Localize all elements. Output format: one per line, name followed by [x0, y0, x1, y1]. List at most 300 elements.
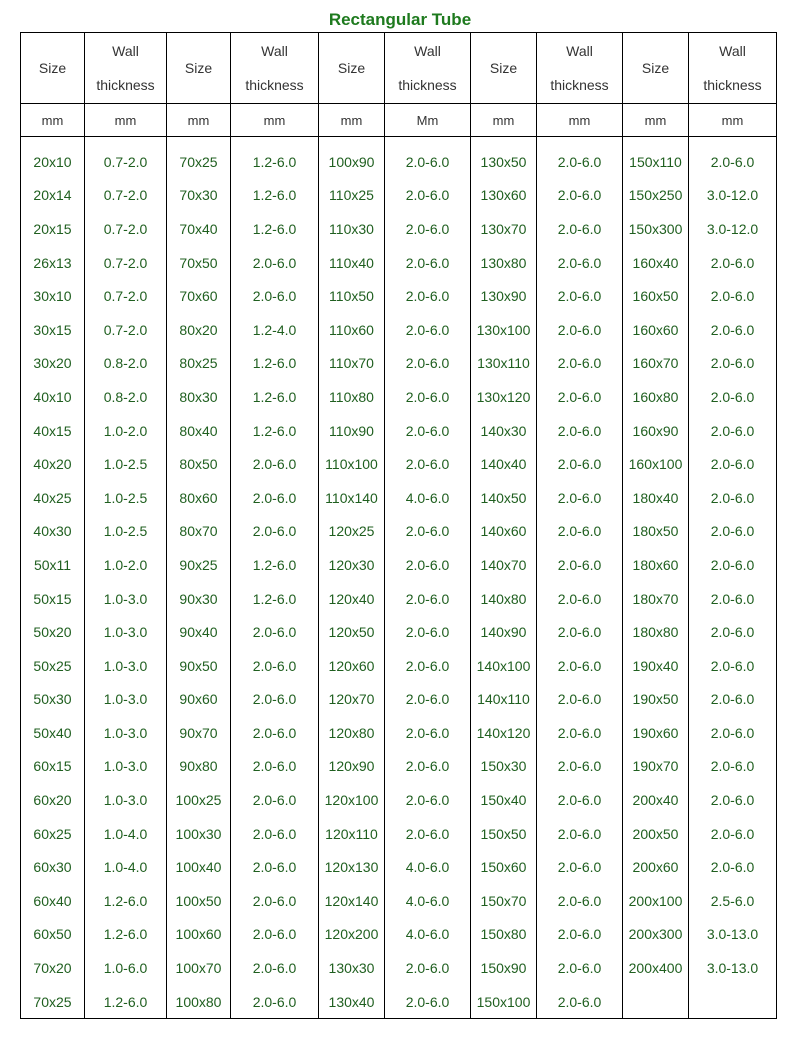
size-cell: 160x40 [623, 246, 689, 280]
wall-thickness-cell: 0.7-2.0 [85, 212, 167, 246]
wall-thickness-cell: 2.0-6.0 [537, 380, 623, 414]
size-cell: 70x50 [167, 246, 231, 280]
wall-thickness-cell: 1.0-3.0 [85, 716, 167, 750]
header-wall-label: Wall [414, 43, 441, 59]
size-cell: 180x40 [623, 481, 689, 515]
wall-thickness-cell: 2.0-6.0 [689, 716, 777, 750]
size-cell: 120x200 [319, 918, 385, 952]
size-cell: 120x70 [319, 683, 385, 717]
table-row [21, 884, 777, 918]
size-cell: 60x25 [21, 817, 85, 851]
size-cell: 150x80 [471, 918, 537, 952]
wall-thickness-cell: 1.0-2.5 [85, 447, 167, 481]
size-cell: 90x80 [167, 750, 231, 784]
size-cell: 80x50 [167, 447, 231, 481]
size-cell: 30x10 [21, 279, 85, 313]
wall-thickness-cell: 0.8-2.0 [85, 380, 167, 414]
wall-thickness-cell: 1.2-6.0 [85, 884, 167, 918]
size-cell: 130x80 [471, 246, 537, 280]
size-cell: 150x100 [471, 985, 537, 1019]
size-cell: 100x60 [167, 918, 231, 952]
header-thickness-label: thickness [550, 77, 609, 93]
table-row [21, 347, 777, 381]
wall-thickness-cell: 2.0-6.0 [385, 515, 471, 549]
header-wall-thickness [385, 33, 471, 104]
wall-thickness-cell: 2.0-6.0 [689, 347, 777, 381]
size-cell: 130x70 [471, 212, 537, 246]
size-cell: 190x70 [623, 750, 689, 784]
size-cell: 120x50 [319, 615, 385, 649]
size-cell: 50x25 [21, 649, 85, 683]
size-cell: 130x30 [319, 951, 385, 985]
wall-thickness-cell: 2.0-6.0 [689, 447, 777, 481]
wall-thickness-cell: 2.0-6.0 [537, 137, 623, 179]
size-cell: 100x90 [319, 137, 385, 179]
wall-thickness-cell: 2.0-6.0 [231, 951, 319, 985]
wall-thickness-cell: 0.7-2.0 [85, 279, 167, 313]
size-cell: 26x13 [21, 246, 85, 280]
header-wall-thickness [85, 33, 167, 104]
wall-thickness-cell: 1.0-3.0 [85, 649, 167, 683]
size-cell: 130x110 [471, 347, 537, 381]
wall-thickness-cell: 1.0-6.0 [85, 951, 167, 985]
size-cell: 140x60 [471, 515, 537, 549]
size-cell: 160x100 [623, 447, 689, 481]
table-row [21, 951, 777, 985]
wall-thickness-cell: 3.0-13.0 [689, 918, 777, 952]
wall-thickness-cell: 2.0-6.0 [537, 447, 623, 481]
wall-thickness-cell: 1.2-6.0 [231, 179, 319, 213]
wall-thickness-cell: 2.0-6.0 [385, 985, 471, 1019]
wall-thickness-cell: 2.0-6.0 [537, 548, 623, 582]
size-cell: 140x120 [471, 716, 537, 750]
size-cell: 150x50 [471, 817, 537, 851]
wall-thickness-cell: 2.0-6.0 [537, 817, 623, 851]
size-cell: 150x30 [471, 750, 537, 784]
wall-thickness-cell: 2.0-6.0 [537, 279, 623, 313]
wall-thickness-cell: 2.0-6.0 [385, 380, 471, 414]
unit-cell: Mm [385, 104, 471, 137]
wall-thickness-cell: 2.0-6.0 [385, 179, 471, 213]
wall-thickness-cell: 0.7-2.0 [85, 246, 167, 280]
wall-thickness-cell: 2.0-6.0 [537, 414, 623, 448]
wall-thickness-cell: 2.0-6.0 [385, 347, 471, 381]
size-cell: 110x60 [319, 313, 385, 347]
size-cell: 160x50 [623, 279, 689, 313]
size-cell: 110x140 [319, 481, 385, 515]
table-row [21, 380, 777, 414]
wall-thickness-cell: 2.0-6.0 [385, 649, 471, 683]
wall-thickness-cell: 1.2-6.0 [231, 212, 319, 246]
table-row [21, 414, 777, 448]
unit-cell: mm [689, 104, 777, 137]
wall-thickness-cell [689, 985, 777, 1019]
wall-thickness-cell: 2.0-6.0 [537, 515, 623, 549]
size-cell: 200x50 [623, 817, 689, 851]
size-cell: 130x40 [319, 985, 385, 1019]
size-cell: 60x15 [21, 750, 85, 784]
wall-thickness-cell: 2.0-6.0 [385, 750, 471, 784]
wall-thickness-cell: 2.0-6.0 [385, 716, 471, 750]
header-thickness-label: thickness [703, 77, 762, 93]
unit-cell: mm [471, 104, 537, 137]
size-cell: 180x60 [623, 548, 689, 582]
size-cell: 110x80 [319, 380, 385, 414]
size-cell: 40x25 [21, 481, 85, 515]
size-cell: 140x70 [471, 548, 537, 582]
wall-thickness-cell: 2.0-6.0 [231, 884, 319, 918]
size-cell: 90x60 [167, 683, 231, 717]
size-cell: 50x40 [21, 716, 85, 750]
wall-thickness-cell: 2.0-6.0 [537, 951, 623, 985]
wall-thickness-cell: 4.0-6.0 [385, 918, 471, 952]
size-cell: 120x110 [319, 817, 385, 851]
size-cell: 110x30 [319, 212, 385, 246]
wall-thickness-cell: 1.0-2.0 [85, 414, 167, 448]
size-cell: 140x100 [471, 649, 537, 683]
wall-thickness-cell: 2.0-6.0 [537, 850, 623, 884]
size-cell: 20x15 [21, 212, 85, 246]
wall-thickness-cell: 1.0-4.0 [85, 817, 167, 851]
wall-thickness-cell: 1.2-6.0 [231, 137, 319, 179]
size-cell: 150x250 [623, 179, 689, 213]
size-cell: 50x20 [21, 615, 85, 649]
size-cell: 140x30 [471, 414, 537, 448]
wall-thickness-cell: 2.0-6.0 [385, 582, 471, 616]
wall-thickness-cell: 2.0-6.0 [689, 414, 777, 448]
size-cell: 60x40 [21, 884, 85, 918]
size-cell: 90x25 [167, 548, 231, 582]
wall-thickness-cell: 2.0-6.0 [385, 783, 471, 817]
wall-thickness-cell: 2.0-6.0 [231, 649, 319, 683]
wall-thickness-cell: 2.0-6.0 [537, 582, 623, 616]
wall-thickness-cell: 0.7-2.0 [85, 137, 167, 179]
size-cell: 120x25 [319, 515, 385, 549]
header-size: Size [21, 33, 85, 104]
size-cell: 100x50 [167, 884, 231, 918]
table-row [21, 716, 777, 750]
wall-thickness-cell: 3.0-12.0 [689, 212, 777, 246]
size-cell: 50x15 [21, 582, 85, 616]
wall-thickness-cell: 2.0-6.0 [537, 985, 623, 1019]
wall-thickness-cell: 2.0-6.0 [385, 313, 471, 347]
size-cell: 180x80 [623, 615, 689, 649]
wall-thickness-cell: 2.0-6.0 [537, 918, 623, 952]
size-cell: 130x60 [471, 179, 537, 213]
unit-cell: mm [21, 104, 85, 137]
wall-thickness-cell: 2.0-6.0 [537, 615, 623, 649]
size-cell: 160x80 [623, 380, 689, 414]
size-cell: 140x90 [471, 615, 537, 649]
units-row [21, 104, 777, 137]
wall-thickness-cell: 1.2-6.0 [231, 582, 319, 616]
table-row [21, 817, 777, 851]
wall-thickness-cell: 1.0-3.0 [85, 750, 167, 784]
size-cell: 30x20 [21, 347, 85, 381]
size-cell: 130x50 [471, 137, 537, 179]
table-row [21, 683, 777, 717]
wall-thickness-cell: 2.0-6.0 [537, 683, 623, 717]
header-thickness-label: thickness [398, 77, 457, 93]
wall-thickness-cell: 2.0-6.0 [689, 683, 777, 717]
size-cell: 70x60 [167, 279, 231, 313]
size-cell: 80x30 [167, 380, 231, 414]
size-cell: 190x60 [623, 716, 689, 750]
header-wall-label: Wall [566, 43, 593, 59]
size-cell: 70x30 [167, 179, 231, 213]
size-cell: 40x10 [21, 380, 85, 414]
wall-thickness-cell: 2.0-6.0 [231, 515, 319, 549]
wall-thickness-cell: 2.0-6.0 [689, 481, 777, 515]
wall-thickness-cell: 2.0-6.0 [689, 783, 777, 817]
wall-thickness-cell: 2.0-6.0 [231, 985, 319, 1019]
wall-thickness-cell: 2.0-6.0 [385, 447, 471, 481]
wall-thickness-cell: 2.0-6.0 [537, 481, 623, 515]
wall-thickness-cell: 1.0-3.0 [85, 683, 167, 717]
wall-thickness-cell: 2.0-6.0 [231, 918, 319, 952]
size-cell: 120x60 [319, 649, 385, 683]
size-cell: 110x25 [319, 179, 385, 213]
size-cell: 90x30 [167, 582, 231, 616]
size-cell: 180x70 [623, 582, 689, 616]
size-cell [623, 985, 689, 1019]
size-cell: 200x300 [623, 918, 689, 952]
wall-thickness-cell: 2.0-6.0 [385, 246, 471, 280]
size-cell: 120x140 [319, 884, 385, 918]
unit-cell: mm [537, 104, 623, 137]
size-cell: 100x70 [167, 951, 231, 985]
header-thickness-label: thickness [96, 77, 155, 93]
size-cell: 120x30 [319, 548, 385, 582]
wall-thickness-cell: 2.0-6.0 [231, 850, 319, 884]
table-row [21, 137, 777, 179]
header-size: Size [167, 33, 231, 104]
wall-thickness-cell: 2.0-6.0 [385, 414, 471, 448]
wall-thickness-cell: 2.5-6.0 [689, 884, 777, 918]
wall-thickness-cell: 2.0-6.0 [231, 246, 319, 280]
size-cell: 120x130 [319, 850, 385, 884]
size-cell: 40x15 [21, 414, 85, 448]
size-cell: 110x50 [319, 279, 385, 313]
wall-thickness-cell: 2.0-6.0 [537, 716, 623, 750]
table-row [21, 515, 777, 549]
table-row [21, 212, 777, 246]
wall-thickness-cell: 2.0-6.0 [385, 951, 471, 985]
wall-thickness-cell: 2.0-6.0 [537, 246, 623, 280]
wall-thickness-cell: 1.2-6.0 [231, 548, 319, 582]
size-cell: 60x20 [21, 783, 85, 817]
wall-thickness-cell: 0.7-2.0 [85, 179, 167, 213]
wall-thickness-cell: 4.0-6.0 [385, 850, 471, 884]
size-cell: 100x30 [167, 817, 231, 851]
table-row [21, 313, 777, 347]
size-cell: 110x100 [319, 447, 385, 481]
size-cell: 180x50 [623, 515, 689, 549]
size-cell: 90x40 [167, 615, 231, 649]
unit-cell: mm [623, 104, 689, 137]
size-cell: 140x110 [471, 683, 537, 717]
wall-thickness-cell: 2.0-6.0 [537, 347, 623, 381]
table-row [21, 447, 777, 481]
wall-thickness-cell: 2.0-6.0 [537, 884, 623, 918]
size-cell: 190x40 [623, 649, 689, 683]
size-cell: 130x120 [471, 380, 537, 414]
size-cell: 90x50 [167, 649, 231, 683]
size-cell: 150x90 [471, 951, 537, 985]
header-size: Size [623, 33, 689, 104]
wall-thickness-cell: 2.0-6.0 [231, 481, 319, 515]
size-cell: 200x60 [623, 850, 689, 884]
size-cell: 110x70 [319, 347, 385, 381]
wall-thickness-cell: 3.0-13.0 [689, 951, 777, 985]
wall-thickness-cell: 2.0-6.0 [231, 716, 319, 750]
wall-thickness-cell: 0.7-2.0 [85, 313, 167, 347]
size-cell: 150x70 [471, 884, 537, 918]
size-cell: 70x40 [167, 212, 231, 246]
header-size: Size [471, 33, 537, 104]
table-row [21, 582, 777, 616]
size-cell: 140x80 [471, 582, 537, 616]
wall-thickness-cell: 1.0-2.5 [85, 481, 167, 515]
wall-thickness-cell: 1.2-6.0 [231, 347, 319, 381]
size-cell: 140x50 [471, 481, 537, 515]
table-row [21, 615, 777, 649]
wall-thickness-cell: 1.0-3.0 [85, 582, 167, 616]
wall-thickness-cell: 2.0-6.0 [385, 212, 471, 246]
wall-thickness-cell: 4.0-6.0 [385, 481, 471, 515]
size-cell: 20x10 [21, 137, 85, 179]
size-cell: 160x60 [623, 313, 689, 347]
header-wall-label: Wall [719, 43, 746, 59]
size-cell: 200x100 [623, 884, 689, 918]
size-cell: 50x30 [21, 683, 85, 717]
size-cell: 70x25 [21, 985, 85, 1019]
wall-thickness-cell: 2.0-6.0 [689, 582, 777, 616]
size-cell: 160x90 [623, 414, 689, 448]
size-cell: 150x60 [471, 850, 537, 884]
wall-thickness-cell: 3.0-12.0 [689, 179, 777, 213]
size-cell: 40x20 [21, 447, 85, 481]
table-title: Rectangular Tube [328, 10, 472, 29]
wall-thickness-cell: 2.0-6.0 [689, 649, 777, 683]
header-wall-thickness [231, 33, 319, 104]
table-row [21, 481, 777, 515]
size-cell: 60x30 [21, 850, 85, 884]
size-cell: 160x70 [623, 347, 689, 381]
wall-thickness-cell: 2.0-6.0 [385, 137, 471, 179]
size-cell: 140x40 [471, 447, 537, 481]
header-wall-label: Wall [261, 43, 288, 59]
size-cell: 60x50 [21, 918, 85, 952]
size-cell: 190x50 [623, 683, 689, 717]
wall-thickness-cell: 2.0-6.0 [385, 548, 471, 582]
wall-thickness-cell: 2.0-6.0 [689, 515, 777, 549]
size-cell: 150x40 [471, 783, 537, 817]
size-cell: 80x40 [167, 414, 231, 448]
size-cell: 20x14 [21, 179, 85, 213]
size-cell: 130x90 [471, 279, 537, 313]
size-cell: 110x40 [319, 246, 385, 280]
wall-thickness-cell: 1.0-2.0 [85, 548, 167, 582]
table-row [21, 548, 777, 582]
wall-thickness-cell: 2.0-6.0 [231, 447, 319, 481]
wall-thickness-cell: 2.0-6.0 [385, 683, 471, 717]
table-row [21, 279, 777, 313]
wall-thickness-cell: 2.0-6.0 [385, 817, 471, 851]
size-cell: 70x20 [21, 951, 85, 985]
table-row [21, 649, 777, 683]
rectangular-tube-table [20, 32, 777, 1019]
wall-thickness-cell: 1.2-6.0 [85, 918, 167, 952]
table-row [21, 918, 777, 952]
wall-thickness-cell: 2.0-6.0 [689, 850, 777, 884]
header-wall-thickness [537, 33, 623, 104]
wall-thickness-cell: 1.0-4.0 [85, 850, 167, 884]
table-row [21, 750, 777, 784]
wall-thickness-cell: 2.0-6.0 [689, 137, 777, 179]
size-cell: 40x30 [21, 515, 85, 549]
wall-thickness-cell: 1.2-6.0 [231, 380, 319, 414]
wall-thickness-cell: 1.0-2.5 [85, 515, 167, 549]
wall-thickness-cell: 2.0-6.0 [689, 548, 777, 582]
wall-thickness-cell: 2.0-6.0 [537, 783, 623, 817]
size-cell: 200x400 [623, 951, 689, 985]
wall-thickness-cell: 2.0-6.0 [537, 313, 623, 347]
wall-thickness-cell: 2.0-6.0 [689, 817, 777, 851]
size-cell: 120x100 [319, 783, 385, 817]
size-cell: 150x300 [623, 212, 689, 246]
wall-thickness-cell: 2.0-6.0 [231, 615, 319, 649]
size-cell: 70x25 [167, 137, 231, 179]
wall-thickness-cell: 0.8-2.0 [85, 347, 167, 381]
size-cell: 80x70 [167, 515, 231, 549]
wall-thickness-cell: 1.0-3.0 [85, 615, 167, 649]
wall-thickness-cell: 2.0-6.0 [385, 615, 471, 649]
wall-thickness-cell: 1.0-3.0 [85, 783, 167, 817]
table-row [21, 246, 777, 280]
wall-thickness-cell: 2.0-6.0 [689, 279, 777, 313]
wall-thickness-cell: 1.2-6.0 [85, 985, 167, 1019]
size-cell: 80x60 [167, 481, 231, 515]
table-body [21, 137, 777, 1019]
unit-cell: mm [167, 104, 231, 137]
wall-thickness-cell: 2.0-6.0 [537, 750, 623, 784]
header-thickness-label: thickness [245, 77, 304, 93]
wall-thickness-cell: 2.0-6.0 [689, 313, 777, 347]
wall-thickness-cell: 1.2-6.0 [231, 414, 319, 448]
header-size: Size [319, 33, 385, 104]
header-wall-label: Wall [112, 43, 139, 59]
unit-cell: mm [231, 104, 319, 137]
wall-thickness-cell: 2.0-6.0 [231, 817, 319, 851]
size-cell: 150x110 [623, 137, 689, 179]
size-cell: 100x25 [167, 783, 231, 817]
size-cell: 120x80 [319, 716, 385, 750]
wall-thickness-cell: 2.0-6.0 [689, 615, 777, 649]
size-cell: 80x20 [167, 313, 231, 347]
unit-cell: mm [85, 104, 167, 137]
table-row [21, 783, 777, 817]
wall-thickness-cell: 2.0-6.0 [689, 380, 777, 414]
size-cell: 120x90 [319, 750, 385, 784]
size-cell: 90x70 [167, 716, 231, 750]
size-cell: 30x15 [21, 313, 85, 347]
header-row [21, 33, 777, 104]
wall-thickness-cell: 2.0-6.0 [231, 750, 319, 784]
unit-cell: mm [319, 104, 385, 137]
header-wall-thickness [689, 33, 777, 104]
wall-thickness-cell: 2.0-6.0 [689, 246, 777, 280]
